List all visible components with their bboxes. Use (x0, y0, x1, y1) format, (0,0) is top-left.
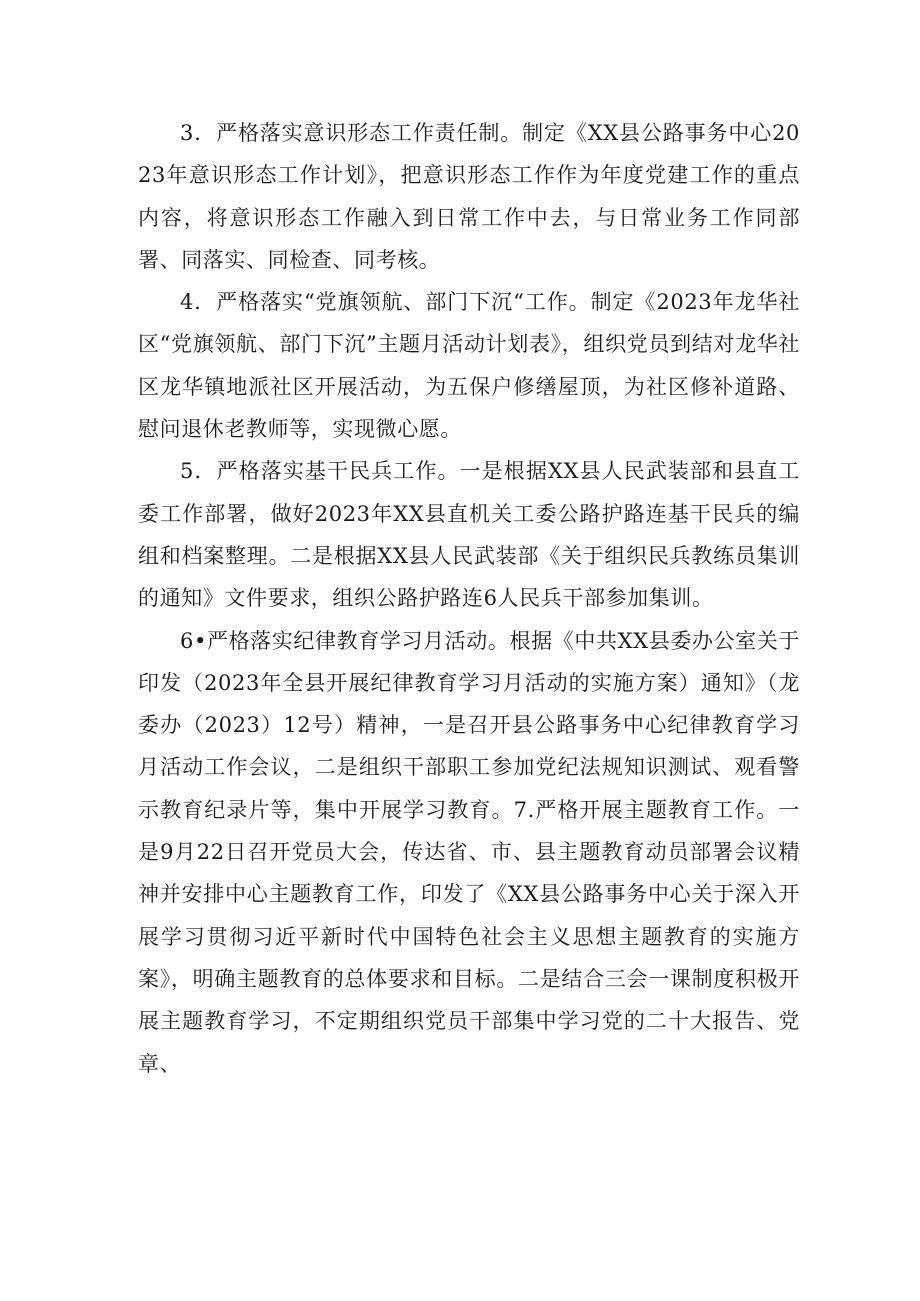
paragraph-4: 4．严格落实“党旗领航、部门下沉“工作。制定《2023年龙华社区“党旗领航、部门下沉”主题月活动计划表》，组织党员到结对龙华社区龙华镇地派社区开展活动，为五保户修缮屋顶，为社区修补道路、慰问退休老教师等，实现微心愿。 (138, 290, 800, 442)
paragraph-5: 5．严格落实基干民兵工作。一是根据XX县人民武装部和县直工委工作部署，做好2023年XX县直机关工委公路护路连基干民兵的编组和档案整理。二是根据XX县人民武装部《关于组织民兵教练员集训的通知》文件要求，组织公路护路连6人民兵干部参加集训。 (138, 459, 800, 611)
paragraph-6-7: 6•严格落实纪律教育学习月活动。根据《中共XX县委办公室关于印发（2023年全县开展纪律教育学习月活动的实施方案）通知》（龙委办（2023）12号）精神，一是召开县公路事务中心纪律教育学习月活动工作会议，二是组织干部职工参加党纪法规知识测试、观看警示教育纪录片等，集中开展学习教育。7.严格开展主题教育工作。一是9月22日召开党员大会，传达省、市、县主题教育动员部署会议精神并安排中心主题教育工作，印发了《XX县公路事务中心关于深入开展学习贯彻习近平新时代中国特色社会主义思想主题教育的实施方案》，明确主题教育的总体要求和目标。二是结合三会一课制度积极开展主题教育学习，不定期组织党员干部集中学习党的二十大报告、党章、 (138, 628, 800, 1076)
document-body (138, 112, 800, 1085)
paragraph-3: 3．严格落实意识形态工作责任制。制定《XX县公路事务中心2023年意识形态工作计划》，把意识形态工作作为年度党建工作的重点内容，将意识形态工作融入到日常工作中去，与日常业务工作同部署、同落实、同检查、同考核。 (138, 121, 800, 272)
